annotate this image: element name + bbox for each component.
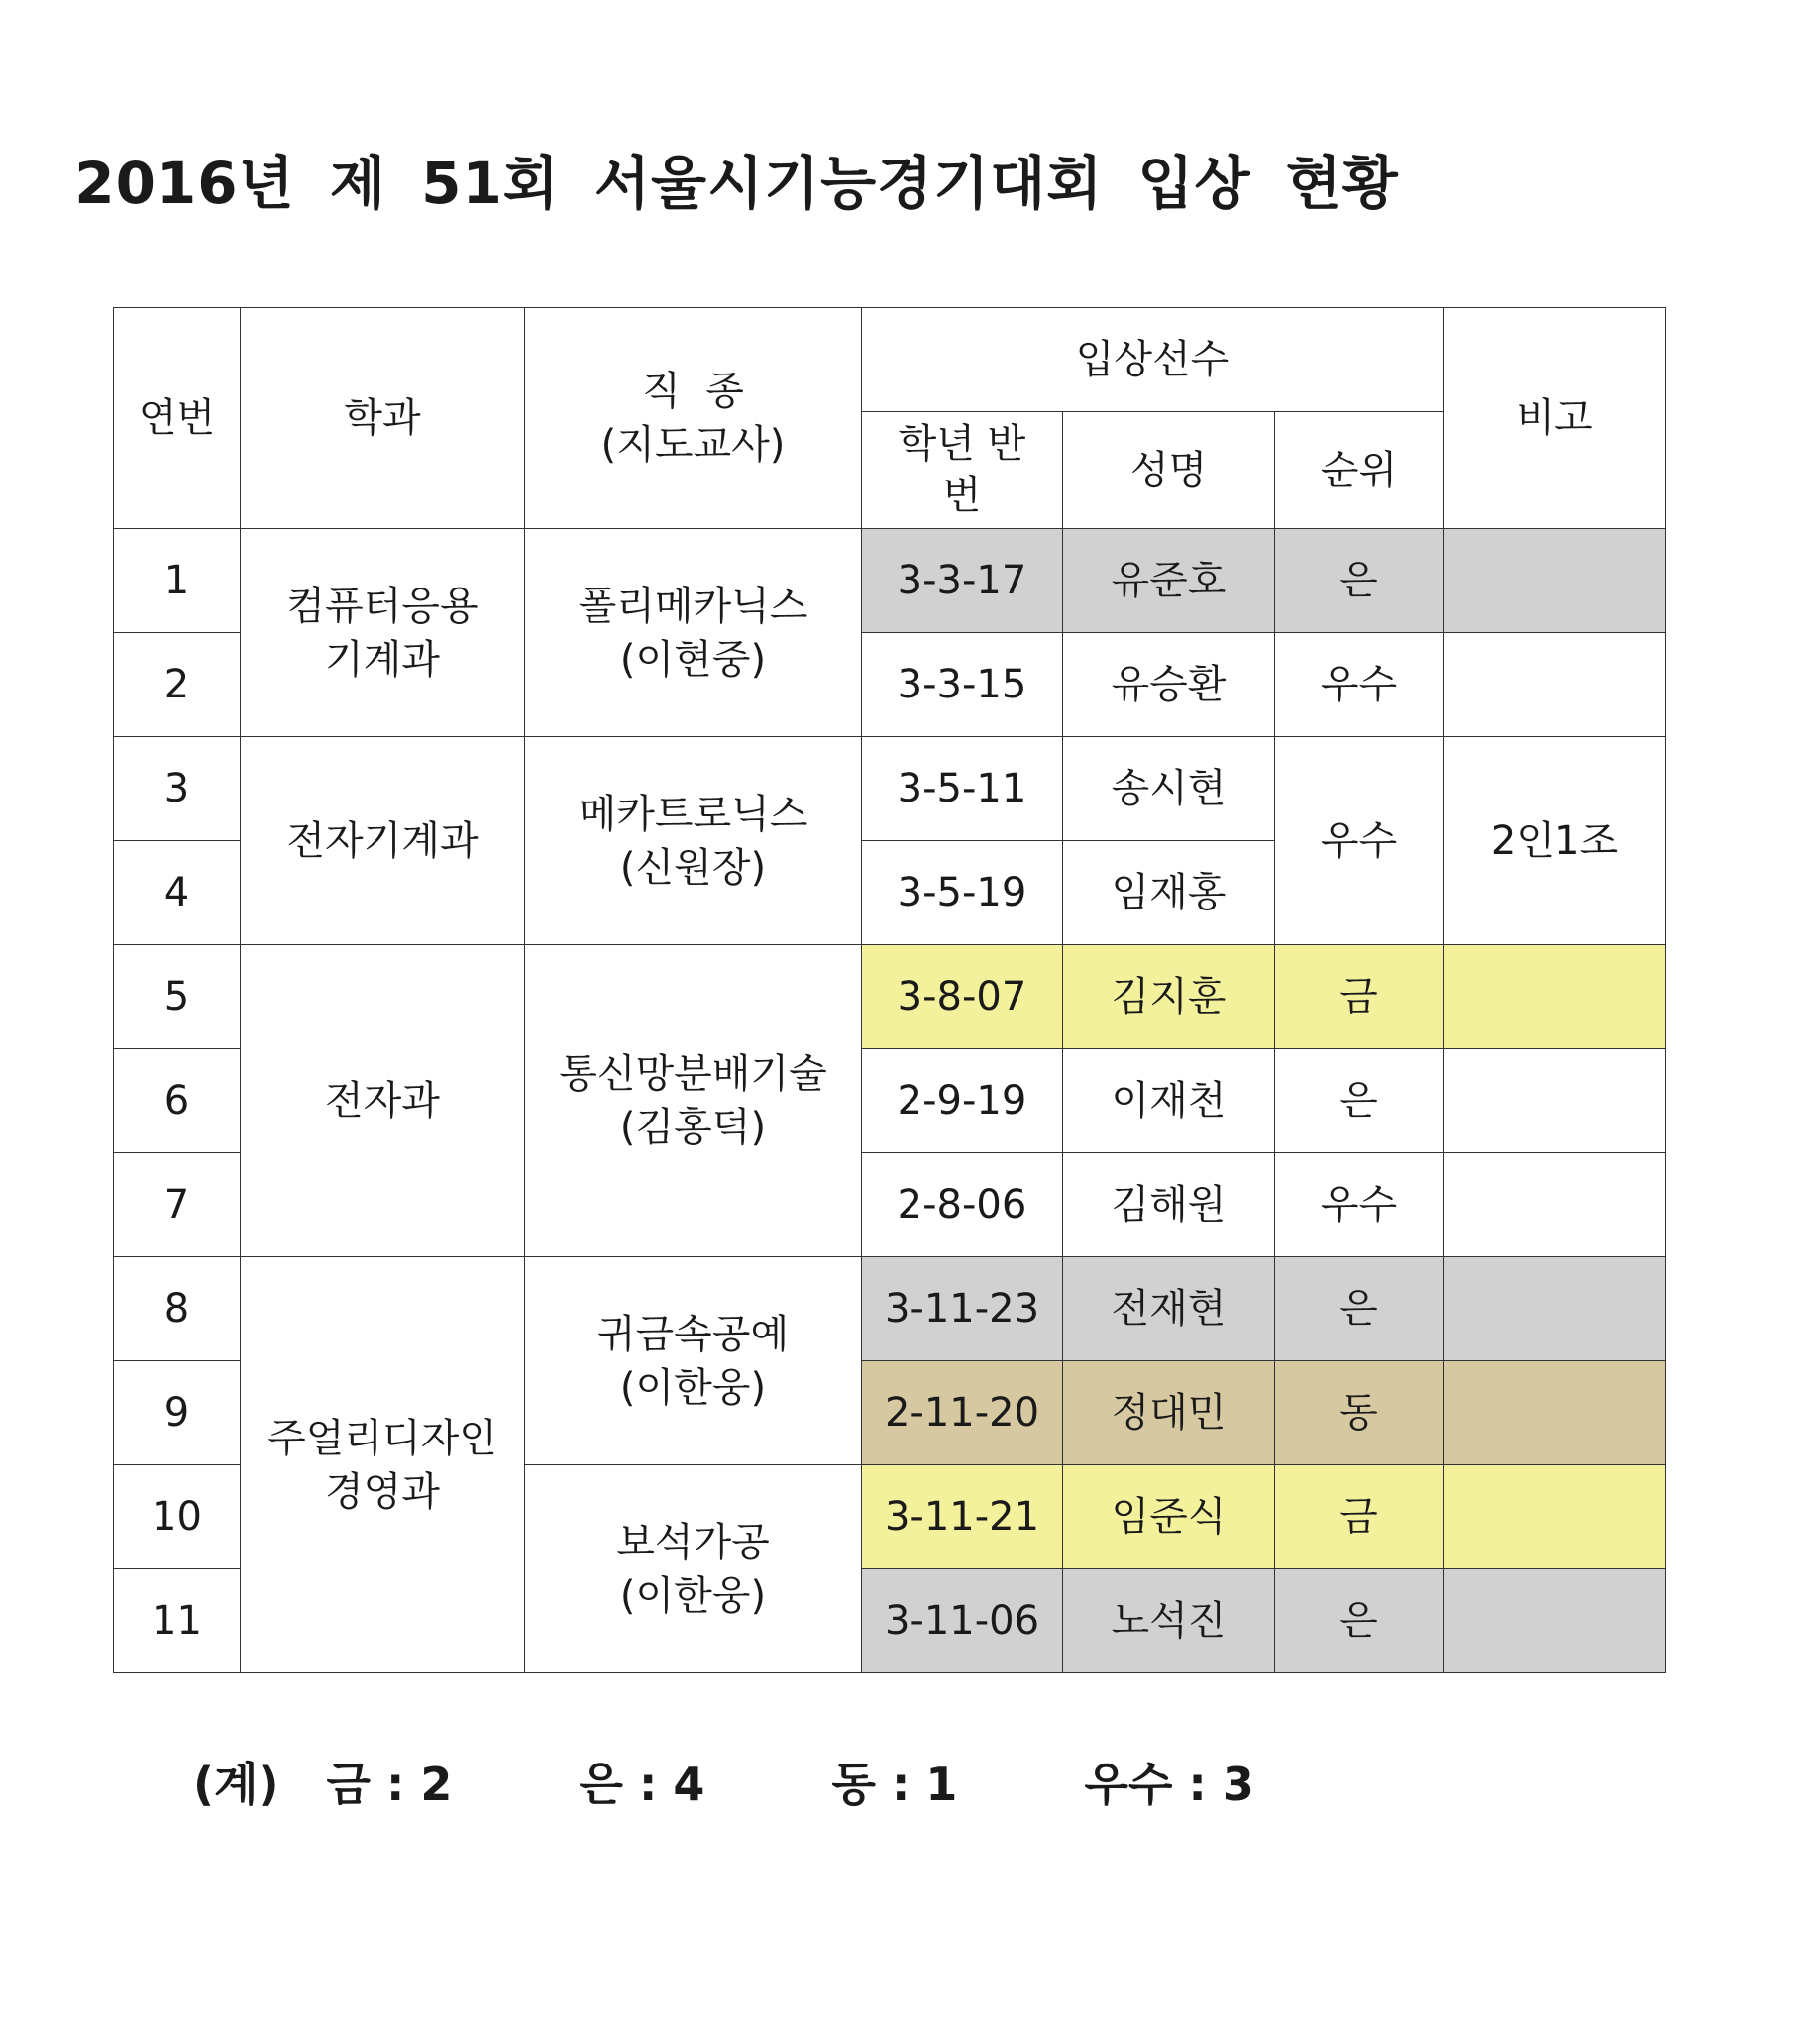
student-id: 2-9-19 xyxy=(862,1049,1063,1153)
student-id: 2-8-06 xyxy=(862,1153,1063,1257)
table-row xyxy=(114,1257,1666,1361)
job-name: 폴리메카닉스 xyxy=(578,583,808,629)
row-no: 2 xyxy=(114,633,241,737)
student-name: 전재현 xyxy=(1063,1257,1275,1361)
medal-summary xyxy=(193,1749,1254,1814)
teacher-name: (이현중) xyxy=(619,636,767,683)
header-grade-class-no-text: 학년 반 번 xyxy=(898,421,1026,518)
rank-cell: 금 xyxy=(1275,945,1444,1049)
row-no: 4 xyxy=(114,841,241,945)
row-no: 6 xyxy=(114,1049,241,1153)
rank-cell: 우수 xyxy=(1275,633,1444,737)
student-id: 3-11-21 xyxy=(862,1465,1063,1569)
dept-cell xyxy=(241,1257,525,1673)
header-name: 성명 xyxy=(1063,412,1275,529)
rank-cell: 은 xyxy=(1275,529,1444,633)
header-rank: 순위 xyxy=(1275,412,1444,529)
student-id: 3-3-15 xyxy=(862,633,1063,737)
teacher-name: (이한웅) xyxy=(619,1572,767,1619)
row-no: 8 xyxy=(114,1257,241,1361)
header-job-line1: 직 종 xyxy=(642,369,744,414)
note-cell xyxy=(1444,529,1666,633)
rank-cell: 금 xyxy=(1275,1465,1444,1569)
job-name: 메카트로닉스 xyxy=(578,791,808,837)
summary-merit: 우수 : 3 xyxy=(1084,1758,1254,1811)
header-grade-class-no xyxy=(862,412,1063,529)
dept-line: 컴퓨터응용 xyxy=(286,583,479,629)
row-no: 10 xyxy=(114,1465,241,1569)
note-cell xyxy=(1444,633,1666,737)
note-cell xyxy=(1444,1257,1666,1361)
dept-line: 기계과 xyxy=(325,636,440,683)
teacher-name: (이한웅) xyxy=(619,1364,767,1411)
rank-cell: 은 xyxy=(1275,1049,1444,1153)
summary-silver: 은 : 4 xyxy=(579,1758,705,1811)
row-no: 7 xyxy=(114,1153,241,1257)
row-no: 5 xyxy=(114,945,241,1049)
student-name: 노석진 xyxy=(1063,1569,1275,1673)
student-name: 임준식 xyxy=(1063,1465,1275,1569)
dept-cell: 전자과 xyxy=(241,945,525,1257)
header-row-1 xyxy=(114,308,1666,412)
note-cell: 2인1조 xyxy=(1444,737,1666,945)
row-no: 3 xyxy=(114,737,241,841)
job-name: 통신망분배기술 xyxy=(559,1051,827,1097)
dept-line: 주얼리디자인 xyxy=(268,1415,497,1461)
student-id: 3-5-19 xyxy=(862,841,1063,945)
student-id: 3-11-23 xyxy=(862,1257,1063,1361)
summary-bronze: 동 : 1 xyxy=(831,1758,958,1811)
note-cell xyxy=(1444,945,1666,1049)
awards-table xyxy=(113,307,1666,1673)
rank-cell: 동 xyxy=(1275,1361,1444,1465)
student-name: 김지훈 xyxy=(1063,945,1275,1049)
table-row xyxy=(114,737,1666,841)
table-row xyxy=(114,945,1666,1049)
note-cell xyxy=(1444,1153,1666,1257)
student-id: 3-8-07 xyxy=(862,945,1063,1049)
dept-cell xyxy=(241,529,525,737)
dept-cell: 전자기계과 xyxy=(241,737,525,945)
teacher-name: (김홍덕) xyxy=(619,1105,767,1150)
student-name: 유승환 xyxy=(1063,633,1275,737)
job-cell xyxy=(525,1465,862,1673)
rank-cell: 우수 xyxy=(1275,737,1444,945)
note-cell xyxy=(1444,1569,1666,1673)
student-name: 이재천 xyxy=(1063,1049,1275,1153)
note-cell xyxy=(1444,1465,1666,1569)
page-title: 2016년 제 51회 서울시기능경기대회 입상 현황 xyxy=(74,150,1399,217)
rank-cell: 우수 xyxy=(1275,1153,1444,1257)
student-id: 3-5-11 xyxy=(862,737,1063,841)
student-name: 김해원 xyxy=(1063,1153,1275,1257)
summary-gold: 금 : 2 xyxy=(326,1758,453,1811)
table-row xyxy=(114,529,1666,633)
note-cell xyxy=(1444,1361,1666,1465)
header-dept: 학과 xyxy=(241,308,525,529)
job-cell xyxy=(525,945,862,1257)
student-id: 3-11-06 xyxy=(862,1569,1063,1673)
rank-cell: 은 xyxy=(1275,1257,1444,1361)
job-cell xyxy=(525,1257,862,1465)
dept-line: 경영과 xyxy=(325,1468,440,1515)
student-name: 임재홍 xyxy=(1063,841,1275,945)
student-name: 유준호 xyxy=(1063,529,1275,633)
rank-cell: 은 xyxy=(1275,1569,1444,1673)
student-name: 송시현 xyxy=(1063,737,1275,841)
header-job xyxy=(525,308,862,529)
teacher-name: (신원장) xyxy=(619,844,767,891)
student-id: 2-11-20 xyxy=(862,1361,1063,1465)
job-name: 보석가공 xyxy=(616,1519,770,1565)
summary-label: (계) xyxy=(193,1758,279,1811)
student-id: 3-3-17 xyxy=(862,529,1063,633)
header-no: 연번 xyxy=(114,308,241,529)
note-cell xyxy=(1444,1049,1666,1153)
job-name: 귀금속공예 xyxy=(596,1311,790,1357)
job-cell xyxy=(525,737,862,945)
row-no: 1 xyxy=(114,529,241,633)
student-name: 정대민 xyxy=(1063,1361,1275,1465)
row-no: 9 xyxy=(114,1361,241,1465)
header-job-line2: (지도교사) xyxy=(600,422,786,468)
header-winners: 입상선수 xyxy=(862,308,1444,412)
header-note: 비고 xyxy=(1444,308,1666,529)
job-cell xyxy=(525,529,862,737)
row-no: 11 xyxy=(114,1569,241,1673)
